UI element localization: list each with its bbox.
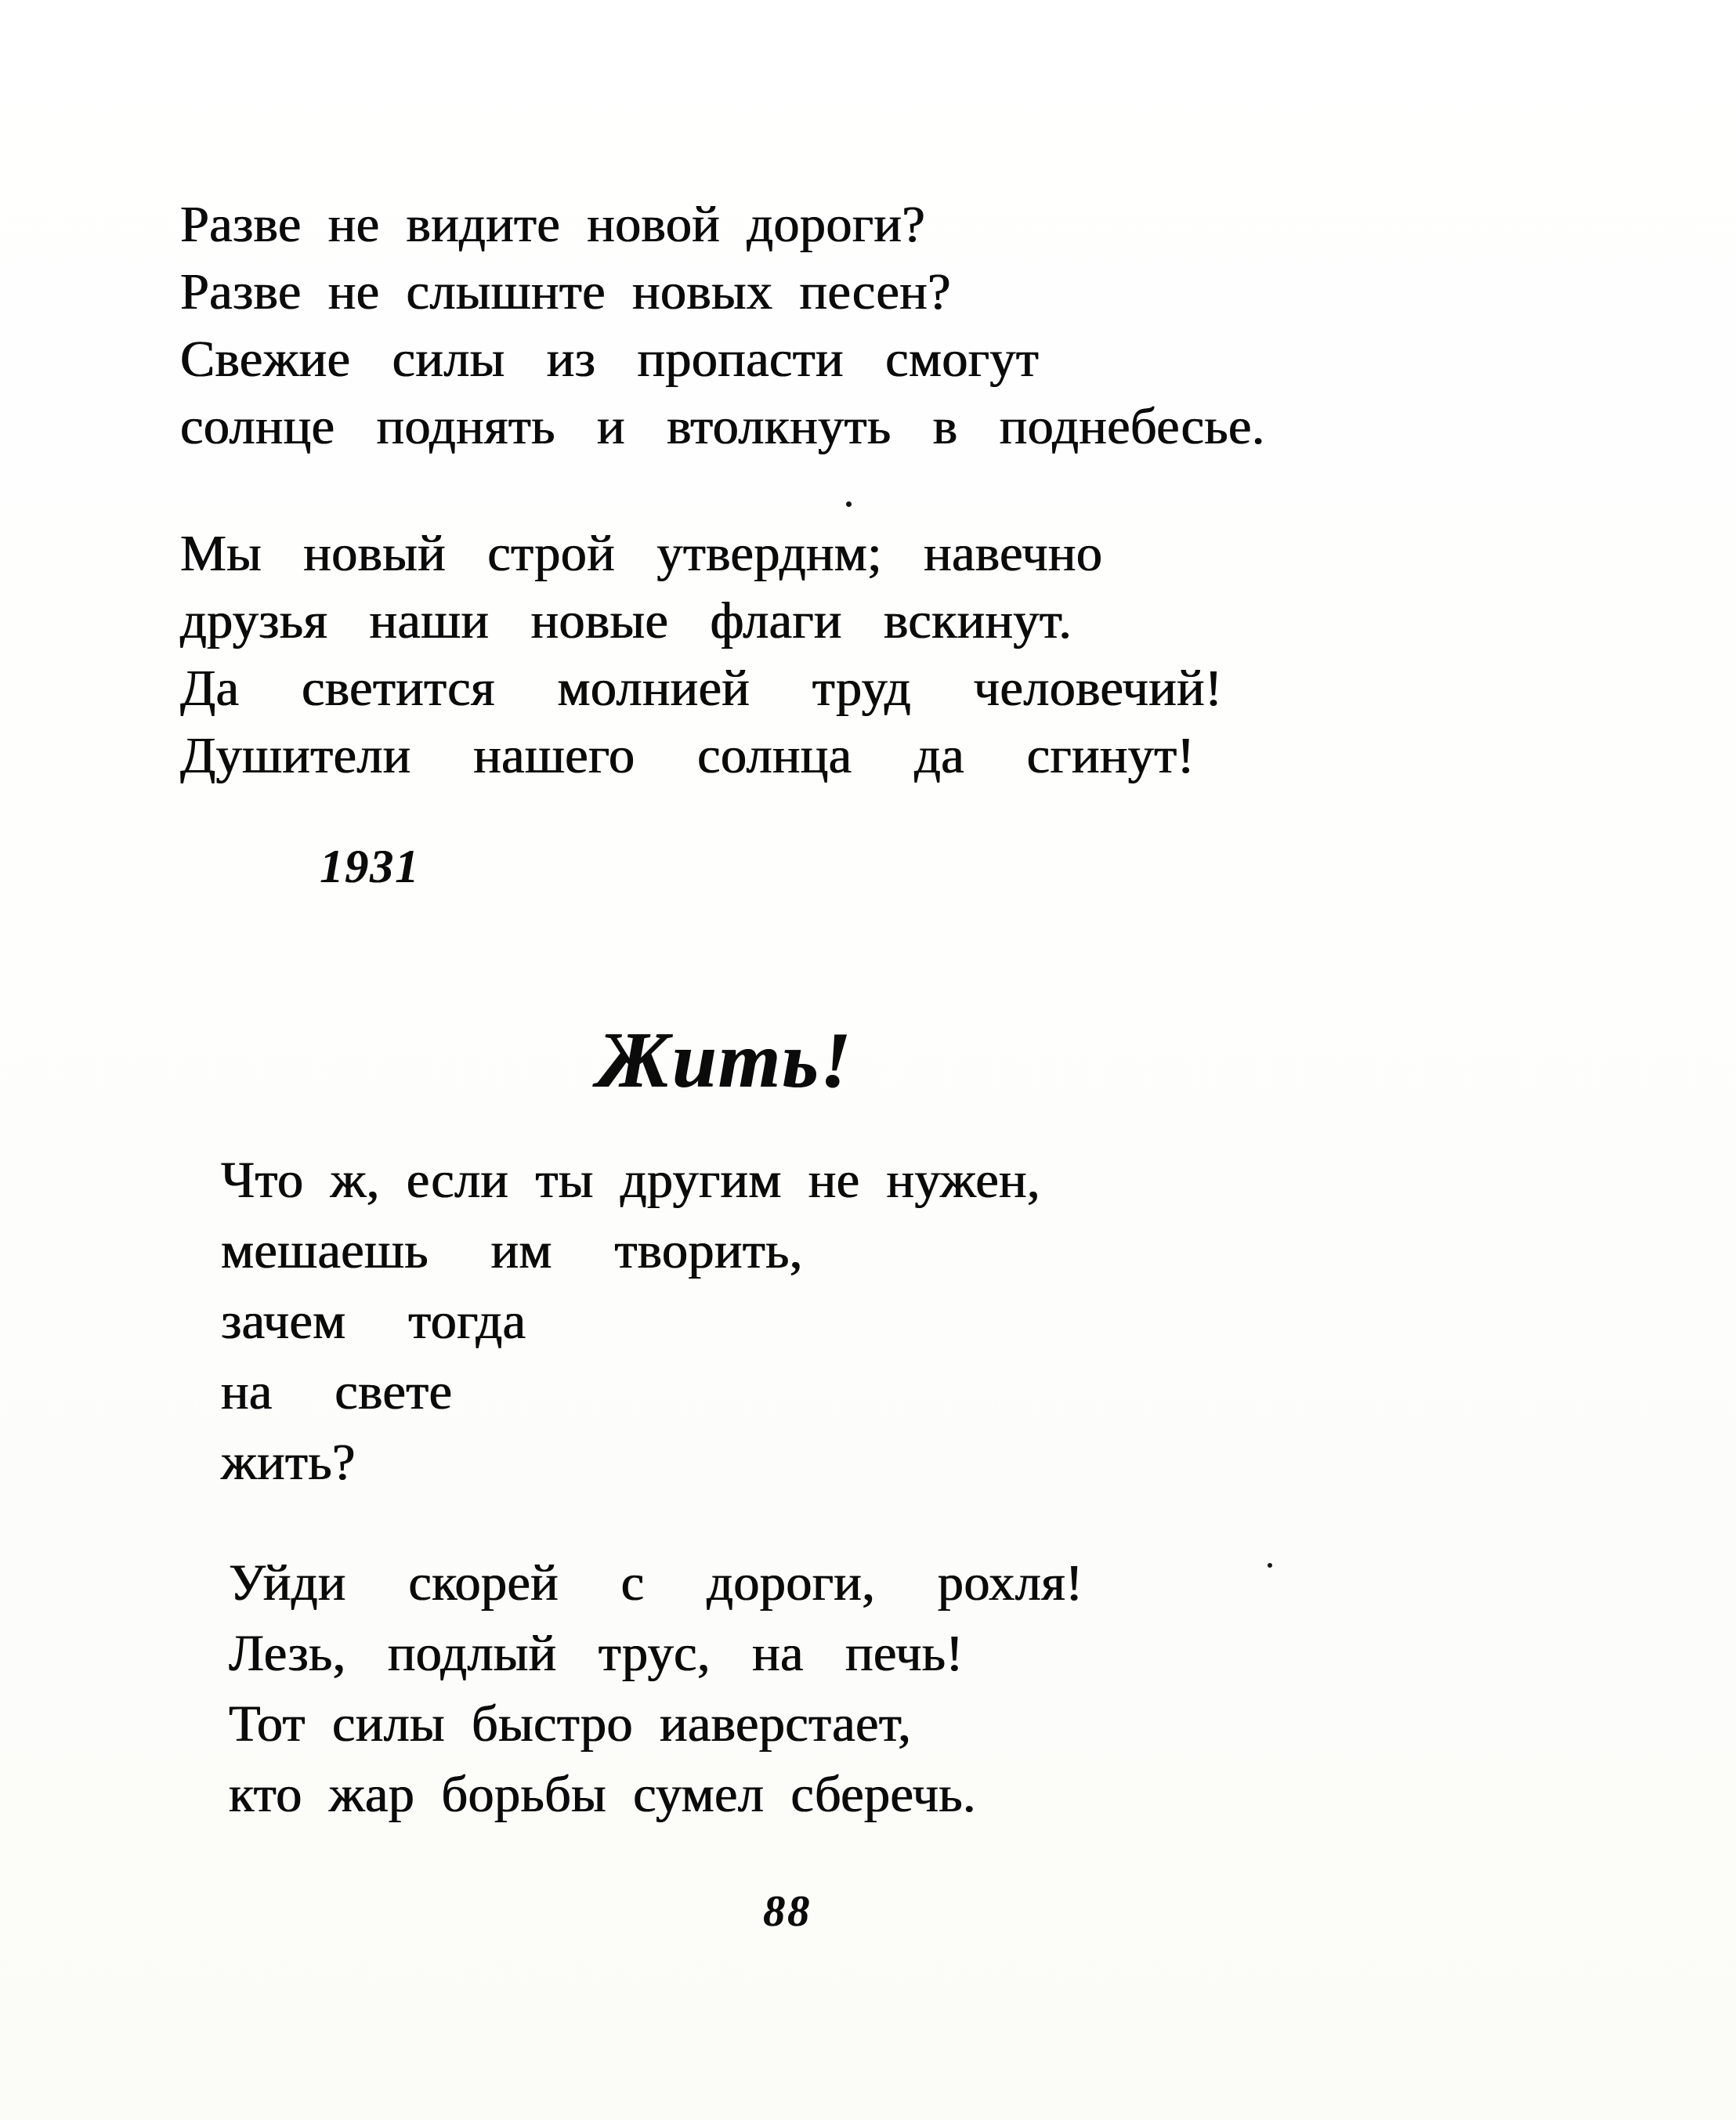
poem-line: Душители нашего солнца да сгинут!: [180, 727, 1195, 784]
poem-line: Разве не видите новой дороги?: [180, 196, 926, 253]
poem-line: зачем тогда: [221, 1293, 526, 1350]
poem-line: Мы новый строй утверднм; навечно: [180, 525, 1103, 582]
scan-speck: [1268, 1563, 1272, 1568]
poem-line: Уйди скорей с дороги, рохля!: [229, 1554, 1083, 1612]
poem-stanza: [229, 1548, 1083, 1830]
poem-stanza: [221, 1145, 1040, 1498]
poem-stanza: [180, 520, 1222, 790]
poem-line: Да светится молнией труд человечий!: [180, 660, 1223, 717]
poem-line: Свежие силы из пропасти смогут: [180, 331, 1040, 388]
scan-speck: [846, 501, 852, 507]
poem-title: Жить!: [596, 1016, 852, 1105]
poem-line: жить?: [221, 1434, 356, 1491]
page-number: 88: [763, 1887, 812, 1936]
poem-line: солнце поднять и втолкнуть в поднебесье.: [180, 398, 1265, 455]
poem-line: Что ж, если ты другим не нужен,: [221, 1152, 1040, 1209]
poem-line: Лезь, подлый трус, на печь!: [229, 1625, 964, 1682]
poem-line: мешаешь им творить,: [221, 1222, 803, 1279]
poem-year: 1931: [320, 841, 420, 892]
poem-line: Тот силы быстро иаверстает,: [229, 1695, 912, 1753]
poem-line: кто жар борьбы сумел сберечь.: [229, 1766, 976, 1823]
poem-line: на свете: [221, 1363, 453, 1420]
poem-line: друзья наши новые флаги вскинут.: [180, 592, 1072, 649]
poem-stanza: [180, 191, 1265, 461]
poem-line: Разве не слышнте новых песен?: [180, 263, 951, 320]
